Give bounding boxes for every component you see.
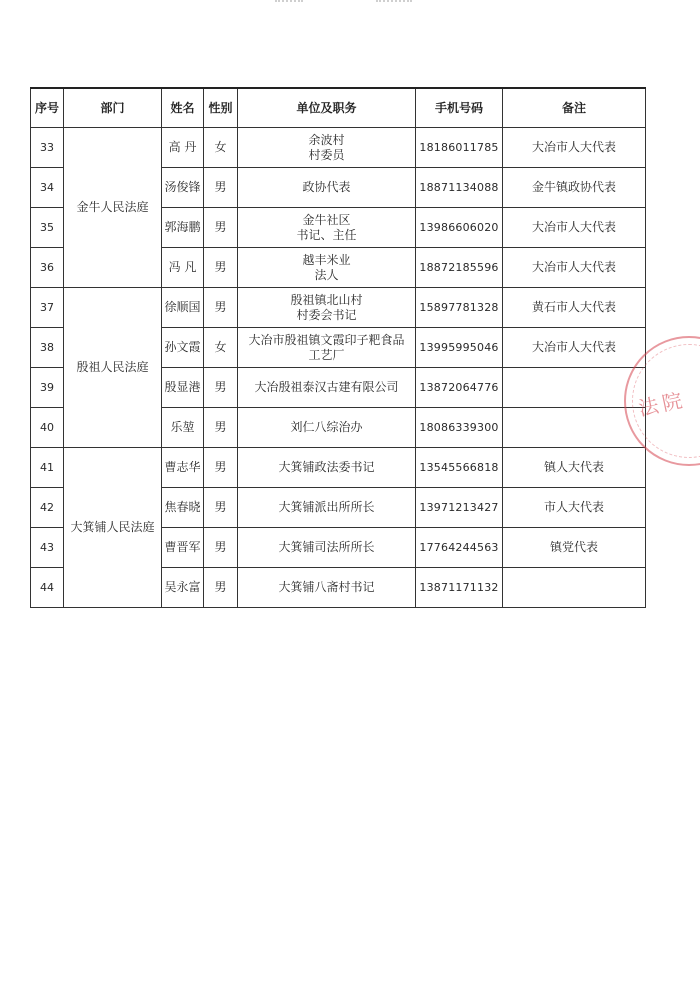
- unit-line: 大冶市殷祖镇文霞印子粑食品: [248, 332, 405, 347]
- cell-gender: 男: [204, 488, 238, 528]
- unit-line: 村委员: [308, 147, 345, 162]
- cell-seq: 43: [31, 528, 64, 568]
- cell-unit: [238, 248, 416, 288]
- table-body: [31, 128, 646, 608]
- cell-phone: 17764244563: [416, 528, 503, 568]
- unit-line: 政协代表: [302, 180, 351, 194]
- cell-phone: 13545566818: [416, 448, 503, 488]
- cell-phone: 18871134088: [416, 168, 503, 208]
- cell-name: 焦春晓: [162, 488, 204, 528]
- cell-remark: [503, 568, 646, 608]
- cell-unit: [238, 208, 416, 248]
- unit-line: 村委会书记: [296, 307, 357, 322]
- seal-text: 法院: [636, 387, 689, 421]
- cell-phone: 18186011785: [416, 128, 503, 168]
- cell-seq: 36: [31, 248, 64, 288]
- cell-name: 乐堃: [162, 408, 204, 448]
- cell-phone: 13872064776: [416, 368, 503, 408]
- cell-gender: 男: [204, 368, 238, 408]
- header-seq: 序号: [31, 88, 64, 128]
- header-gender: 性别: [204, 88, 238, 128]
- unit-line: 殷祖镇北山村: [290, 292, 363, 307]
- cell-phone: 15897781328: [416, 288, 503, 328]
- cell-gender: 男: [204, 448, 238, 488]
- cell-remark: [503, 408, 646, 448]
- cell-name: 郭海鹏: [162, 208, 204, 248]
- cell-seq: 39: [31, 368, 64, 408]
- scan-artifact: [376, 0, 412, 14]
- unit-line: 大箕铺八斋村书记: [278, 580, 375, 594]
- unit-line: 工艺厂: [308, 347, 345, 362]
- cell-name: 曹晋军: [162, 528, 204, 568]
- cell-unit: [238, 168, 416, 208]
- unit-line: 越丰米业: [302, 252, 351, 267]
- cell-name: 冯 凡: [162, 248, 204, 288]
- cell-phone: 13995995046: [416, 328, 503, 368]
- cell-unit: [238, 368, 416, 408]
- mediator-roster-table: [30, 87, 646, 608]
- cell-unit: [238, 328, 416, 368]
- cell-remark: 大冶市人大代表: [503, 328, 646, 368]
- header-unit: 单位及职务: [238, 88, 416, 128]
- unit-line: 大箕铺政法委书记: [278, 460, 375, 474]
- cell-unit: [238, 448, 416, 488]
- cell-seq: 38: [31, 328, 64, 368]
- cell-gender: 女: [204, 128, 238, 168]
- cell-name: 孙文霞: [162, 328, 204, 368]
- cell-dept: 大箕铺人民法庭: [64, 448, 162, 608]
- cell-remark: 大冶市人大代表: [503, 208, 646, 248]
- table-row: [31, 128, 646, 168]
- cell-gender: 男: [204, 288, 238, 328]
- header-dept: 部门: [64, 88, 162, 128]
- cell-dept: 金牛人民法庭: [64, 128, 162, 288]
- unit-line: 法人: [314, 267, 339, 282]
- cell-name: 徐顺国: [162, 288, 204, 328]
- header-remark: 备注: [503, 88, 646, 128]
- cell-name: 殷显港: [162, 368, 204, 408]
- cell-unit: [238, 408, 416, 448]
- cell-remark: 大冶市人大代表: [503, 248, 646, 288]
- table-row: [31, 448, 646, 488]
- cell-phone: 18086339300: [416, 408, 503, 448]
- cell-seq: 44: [31, 568, 64, 608]
- unit-line: 刘仁八综治办: [290, 420, 363, 434]
- cell-gender: 男: [204, 408, 238, 448]
- cell-dept: 殷祖人民法庭: [64, 288, 162, 448]
- scan-artifact: [275, 0, 303, 14]
- cell-remark: 市人大代表: [503, 488, 646, 528]
- cell-remark: 大冶市人大代表: [503, 128, 646, 168]
- cell-name: 高 丹: [162, 128, 204, 168]
- cell-gender: 男: [204, 208, 238, 248]
- cell-phone: 13986606020: [416, 208, 503, 248]
- cell-seq: 33: [31, 128, 64, 168]
- table-header-row: [31, 88, 646, 128]
- cell-phone: 13871171132: [416, 568, 503, 608]
- table-row: [31, 288, 646, 328]
- cell-remark: 黄石市人大代表: [503, 288, 646, 328]
- cell-seq: 37: [31, 288, 64, 328]
- cell-seq: 34: [31, 168, 64, 208]
- cell-seq: 35: [31, 208, 64, 248]
- cell-seq: 42: [31, 488, 64, 528]
- cell-remark: 镇人大代表: [503, 448, 646, 488]
- unit-line: 书记、主任: [296, 227, 357, 242]
- cell-remark: 金牛镇政协代表: [503, 168, 646, 208]
- cell-gender: 男: [204, 528, 238, 568]
- header-name: 姓名: [162, 88, 204, 128]
- cell-remark: 镇党代表: [503, 528, 646, 568]
- cell-seq: 40: [31, 408, 64, 448]
- unit-line: 金牛社区: [302, 212, 351, 227]
- unit-line: 大箕铺派出所所长: [278, 500, 375, 514]
- unit-line: 大冶殷祖泰汉古建有限公司: [254, 380, 399, 394]
- cell-unit: [238, 528, 416, 568]
- cell-seq: 41: [31, 448, 64, 488]
- unit-line: 大箕铺司法所所长: [278, 540, 375, 554]
- unit-line: 余波村: [308, 132, 345, 147]
- cell-phone: 13971213427: [416, 488, 503, 528]
- cell-gender: 女: [204, 328, 238, 368]
- cell-gender: 男: [204, 248, 238, 288]
- cell-gender: 男: [204, 568, 238, 608]
- cell-name: 汤俊锋: [162, 168, 204, 208]
- cell-gender: 男: [204, 168, 238, 208]
- cell-name: 吴永富: [162, 568, 204, 608]
- cell-unit: [238, 568, 416, 608]
- header-phone: 手机号码: [416, 88, 503, 128]
- cell-name: 曹志华: [162, 448, 204, 488]
- cell-unit: [238, 488, 416, 528]
- cell-unit: [238, 288, 416, 328]
- cell-unit: [238, 128, 416, 168]
- cell-phone: 18872185596: [416, 248, 503, 288]
